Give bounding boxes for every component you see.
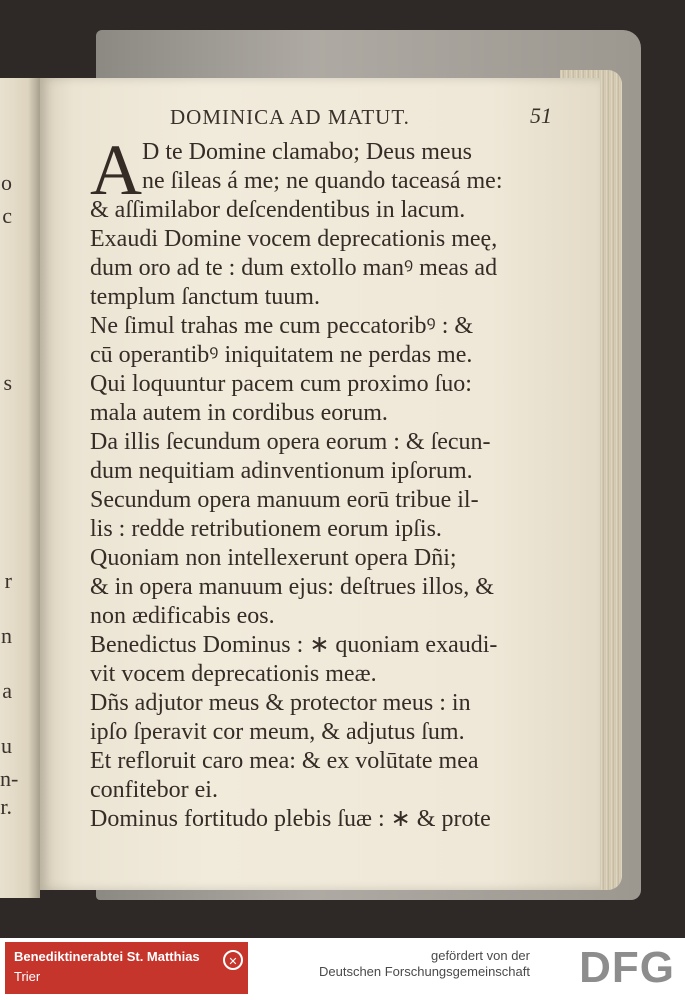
text-line: non ædificabis eos. bbox=[90, 603, 275, 629]
text-line: Exaudi Domine vocem deprecationis meę, bbox=[90, 226, 498, 252]
dfg-logo[interactable]: DFG bbox=[579, 943, 675, 992]
left-page-fragment: s bbox=[3, 370, 12, 395]
funding-line: Deutschen Forschungsgemeinschaft bbox=[318, 964, 530, 979]
left-page-fragment: c bbox=[2, 203, 12, 228]
text-line: vit vocem deprecationis meæ. bbox=[90, 661, 377, 687]
text-line: Secundum opera manuum eorū tribue il- bbox=[90, 487, 479, 513]
text-block bbox=[90, 130, 560, 834]
left-page-fragment: r. bbox=[0, 794, 12, 819]
text-line: lis : redde retributionem eorum ipſis. bbox=[90, 516, 442, 542]
left-page-fragment: u bbox=[1, 733, 12, 758]
text-line: mala autem in cordibus eorum. bbox=[90, 400, 388, 426]
page bbox=[40, 78, 600, 890]
institution-name: Benediktinerabtei St. Matthias bbox=[14, 949, 200, 964]
drop-cap: A bbox=[90, 130, 142, 210]
text-line: dum nequitiam adinventionum ipſorum. bbox=[90, 458, 473, 484]
text-line: Benedictus Dominus : ∗ quoniam exaudi- bbox=[90, 632, 498, 658]
text-line: D te Domine clamabo; Deus meus bbox=[142, 139, 472, 165]
text-line: Et refloruit caro mea: & ex volūtate mea bbox=[90, 748, 479, 774]
text-line: Dominus fortitudo plebis ſuæ : ∗ & prote bbox=[90, 806, 491, 832]
left-page-fragment: n bbox=[1, 623, 12, 648]
text-line: Qui loquuntur pacem cum proximo ſuo: bbox=[90, 371, 472, 397]
footer-bar bbox=[0, 938, 685, 1000]
running-head: DOMINICA AD MATUT. bbox=[170, 105, 410, 129]
left-page-fragment: n- bbox=[0, 766, 19, 791]
text-line: templum ſanctum tuum. bbox=[90, 284, 320, 310]
text-line: Da illis ſecundum opera eorum : & ſecun- bbox=[90, 429, 491, 455]
text-line: ne ſileas á me; ne quando taceasá me: bbox=[142, 168, 503, 194]
text-line: & in opera manuum ejus: deſtrues illos, & bbox=[90, 574, 494, 600]
text-line: Dñs adjutor meus & protector meus : in bbox=[90, 690, 471, 716]
text-line: Quoniam non intellexerunt opera Dñi; bbox=[90, 545, 457, 571]
funding-note bbox=[319, 948, 530, 980]
text-line: cū operantibꝰ iniquitatem ne perdas me. bbox=[90, 342, 473, 368]
institution-logo-icon: ✕ bbox=[223, 950, 243, 970]
text-line: dum oro ad te : dum extollo manꝰ meas ad bbox=[90, 255, 498, 281]
text-line: ipſo ſperavit cor meum, & adjutus ſum. bbox=[90, 719, 465, 745]
page-number: 51 bbox=[530, 103, 552, 128]
left-page bbox=[0, 78, 40, 898]
funding-line: gefördert von der bbox=[430, 948, 530, 963]
institution-banner[interactable] bbox=[5, 942, 248, 994]
left-page-fragment: r bbox=[4, 568, 12, 593]
institution-city: Trier bbox=[14, 969, 41, 984]
text-line: & aſſimilabor deſcendentibus in lacum. bbox=[90, 197, 466, 223]
left-page-fragment: o bbox=[1, 170, 12, 195]
text-line: confitebor ei. bbox=[90, 777, 218, 803]
text-line: Ne ſimul trahas me cum peccatoribꝰ : & bbox=[90, 313, 474, 339]
left-page-fragment: a bbox=[2, 678, 12, 703]
